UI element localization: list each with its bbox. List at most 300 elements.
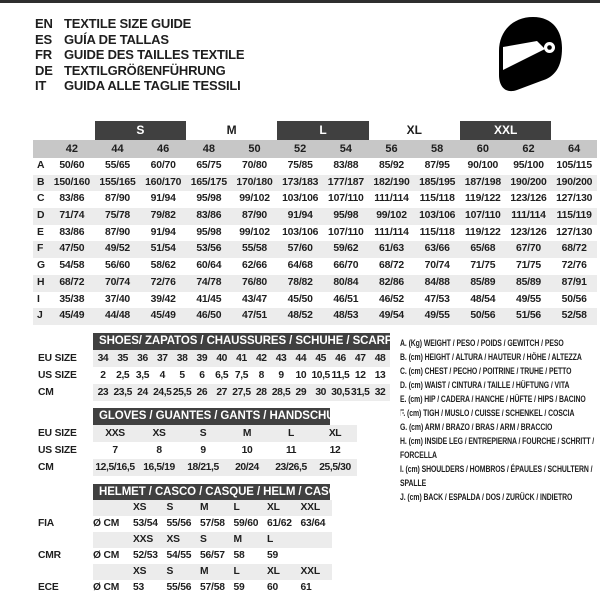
language-row	[35, 63, 244, 79]
gloves-row-values	[93, 425, 357, 442]
helmet-size-value: 54/55	[166, 550, 192, 561]
unit-spacer	[93, 564, 131, 580]
helmet-size-value: 55/56	[166, 582, 192, 593]
helmet-values	[93, 580, 332, 596]
size-cell: 6	[199, 370, 205, 381]
gloves-row	[38, 459, 357, 476]
unit-spacer	[93, 500, 131, 516]
row-label: B	[37, 176, 45, 188]
size-value-cell: 123/126	[510, 226, 547, 238]
helmet-values	[93, 516, 332, 532]
top-border-line	[0, 0, 600, 3]
row-label-spacer	[38, 564, 93, 580]
measure-row-h	[33, 275, 597, 292]
size-cell: 23/26,5	[275, 462, 307, 473]
size-value-cell: 55/58	[241, 243, 267, 255]
helmet-size-header	[299, 532, 333, 548]
helmet-size-value: 59/60	[233, 518, 259, 529]
size-cell: 46	[335, 353, 346, 364]
language-code: EN	[35, 16, 53, 31]
helmet-sizes	[93, 500, 332, 516]
size-cell: 12	[329, 445, 341, 456]
size-cell: 45	[315, 353, 326, 364]
size-value-cell: 103/106	[282, 226, 319, 238]
size-value-cell: 99/102	[239, 193, 270, 205]
size-value-cell: 173/183	[282, 176, 319, 188]
size-value-cell: 127/130	[556, 193, 593, 205]
helmet-size-header: L	[233, 502, 240, 513]
shoes-row-values	[93, 384, 390, 401]
size-value-cell: 75/78	[104, 210, 130, 222]
standard-label: CMR	[38, 550, 61, 561]
size-value-cell: 95/100	[513, 160, 544, 171]
size-group-row	[33, 121, 597, 140]
size-value-cell: 48/53	[333, 310, 359, 322]
helmet-size-header: XXL	[300, 502, 320, 513]
size-column-header: 60	[476, 143, 489, 155]
size-cell: 30,5	[331, 387, 350, 398]
language-row	[35, 47, 244, 63]
size-value-cell: 123/126	[510, 193, 547, 205]
size-value-cell: 39/42	[150, 293, 176, 305]
size-cell: 29	[295, 387, 307, 398]
row-label: EU SIZE	[38, 428, 77, 439]
language-code: IT	[35, 78, 47, 94]
size-value-cell: 107/110	[328, 193, 364, 205]
size-value-cell: 99/102	[376, 210, 407, 222]
helmet-size-header: S	[200, 534, 207, 545]
size-cell: 18/21,5	[187, 462, 219, 473]
size-cell: 31,5	[351, 387, 370, 398]
helmet-size-value: 60	[267, 582, 279, 593]
measure-row-j	[33, 308, 597, 325]
size-group-xxl: XXL	[460, 121, 551, 140]
helmet-title-bar: HELMET / CASCO / CASQUE / HELM / CASCO	[93, 484, 330, 500]
shoes-row	[38, 384, 390, 401]
size-cell: 3,5	[135, 370, 150, 381]
helmet-size-value: 53	[133, 582, 145, 593]
size-cell: 25,5	[172, 387, 192, 398]
helmet-size-value: 63/64	[300, 518, 326, 529]
size-value-cell: 99/102	[239, 226, 270, 238]
size-value-cell: 71/74	[59, 210, 85, 222]
size-value-cell: 91/94	[287, 210, 313, 222]
size-value-cell: 54/58	[59, 260, 85, 272]
gloves-row-values	[93, 459, 357, 476]
helmet-size-value: 58	[233, 550, 245, 561]
shoes-row	[38, 367, 390, 384]
size-cell: 23,5	[113, 387, 132, 398]
legend-item: F. (cm) TIGH / MUSLO / CUISSE / SCHENKEL / COSCIA	[400, 408, 575, 418]
measure-row-e	[33, 225, 597, 242]
helmet-size-header: XXS	[133, 534, 154, 545]
measure-row-f	[33, 241, 597, 258]
size-cell: 32	[374, 387, 386, 398]
size-cell: 39	[196, 353, 208, 364]
size-value-cell: 190/200	[556, 176, 593, 188]
helmet-size-header: S	[166, 502, 174, 513]
size-column-header: 58	[431, 143, 444, 155]
size-value-cell: 35/38	[59, 293, 85, 305]
size-value-cell: 49/54	[378, 310, 404, 322]
size-cell: 34	[97, 353, 109, 364]
size-column-header: 64	[568, 143, 581, 155]
row-label: A	[37, 160, 45, 171]
size-group-l: L	[277, 121, 368, 140]
helmet-values	[93, 548, 332, 564]
row-label: CM	[38, 462, 54, 473]
row-label: G	[37, 260, 45, 272]
size-cell: 8	[258, 370, 264, 381]
size-value-cell: 57/60	[287, 243, 313, 255]
language-code: FR	[35, 47, 52, 63]
size-column-header: 44	[111, 143, 124, 155]
legend-item: E. (cm) HIP / CADERA / HANCHE / HÜFTE / HIPS / BACINO	[400, 394, 586, 404]
size-cell: 2,5	[116, 370, 130, 381]
size-column-header: 46	[157, 143, 170, 155]
size-value-cell: 87/90	[104, 193, 130, 205]
legend-item: H. (cm) INSIDE LEG / ENTREPIERNA / FOURCHE / SCHRITT / FORCELLA	[400, 436, 595, 460]
size-value-cell: 87/91	[561, 276, 587, 288]
size-cell: 11,5	[331, 370, 350, 381]
helmet-values-row-ece	[38, 580, 332, 596]
size-value-cell: 105/115	[556, 160, 592, 171]
legend-item: D. (cm) WAIST / CINTURA / TAILLE / HÜFTUNG / VITA	[400, 380, 570, 390]
size-group-m: M	[226, 123, 237, 137]
size-cell: 9	[278, 370, 284, 381]
helmet-size-header: XL	[267, 566, 280, 577]
size-value-cell: 111/114	[374, 193, 409, 205]
size-value-cell: 63/66	[424, 243, 450, 255]
size-value-cell: 50/60	[59, 160, 85, 171]
size-cell: XL	[328, 428, 342, 439]
language-title: GUIDE DES TAILLES TEXTILE	[64, 47, 245, 63]
helmet-values-row-fia	[38, 516, 332, 532]
helmet-size-value: 59	[233, 582, 245, 593]
unit-cell: Ø CM	[93, 518, 120, 529]
size-value-cell: 50/56	[470, 310, 496, 322]
gloves-row	[38, 425, 357, 442]
size-value-cell: 68/72	[561, 243, 587, 255]
size-value-cell: 71/75	[470, 260, 496, 272]
size-value-cell: 107/110	[328, 226, 364, 238]
helmet-size-header: XL	[267, 502, 280, 513]
size-value-cell: 65/75	[196, 160, 222, 171]
gloves-size-table	[38, 408, 404, 476]
size-value-cell: 111/114	[511, 210, 546, 222]
size-value-cell: 59/62	[333, 243, 359, 255]
size-cell: 42	[255, 353, 267, 364]
measure-row-c	[33, 191, 597, 208]
size-cell: 41	[236, 353, 247, 364]
size-cell: 27,5	[232, 387, 251, 398]
row-label: C	[37, 193, 45, 205]
size-cell: XS	[152, 428, 166, 439]
size-value-cell: 85/92	[378, 160, 404, 171]
size-value-cell: 72/76	[150, 276, 176, 288]
size-value-cell: 72/76	[561, 260, 587, 272]
measure-row-b	[33, 175, 597, 192]
size-value-cell: 44/48	[104, 310, 130, 322]
unit-cell: Ø CM	[93, 550, 120, 561]
row-label-spacer	[38, 532, 93, 548]
size-value-cell: 87/90	[104, 226, 130, 238]
measurement-legend	[400, 336, 596, 504]
size-value-cell: 87/90	[241, 210, 267, 222]
size-value-cell: 70/74	[104, 276, 130, 288]
helmet-size-value	[299, 548, 333, 564]
size-value-cell: 91/94	[150, 193, 176, 205]
size-group-xl: XL	[406, 123, 422, 137]
racing-helmet-icon	[492, 14, 566, 102]
size-value-cell: 48/54	[470, 293, 496, 305]
size-value-cell: 41/45	[196, 293, 222, 305]
size-cell: 28	[255, 387, 267, 398]
measurement-rows	[33, 158, 597, 325]
size-cell: S	[199, 428, 207, 439]
size-cell: 16,5/19	[143, 462, 175, 473]
row-label: EU SIZE	[38, 353, 77, 364]
size-value-cell: 49/52	[104, 243, 130, 255]
size-value-cell: 47/50	[59, 243, 85, 255]
helmet-size-value: 61/62	[267, 518, 292, 529]
size-value-cell: 107/110	[465, 210, 501, 222]
size-cell: 2	[100, 370, 106, 381]
helmet-size-value: 61	[300, 582, 312, 593]
size-value-cell: 53/56	[196, 243, 222, 255]
row-label: H	[37, 276, 45, 288]
helmet-size-value: 53/54	[133, 518, 158, 529]
size-value-cell: 127/130	[556, 226, 593, 238]
size-value-cell: 177/187	[327, 176, 364, 188]
size-value-cell: 115/119	[556, 210, 592, 222]
size-cell: 12	[354, 370, 366, 381]
size-cell: 10,5	[311, 370, 330, 381]
size-cell: 11	[285, 445, 297, 456]
size-value-cell: 87/95	[424, 160, 450, 171]
size-column-header: 42	[65, 143, 78, 155]
gloves-title-bar: GLOVES / GUANTES / GANTS / HANDSCHUHE / GUANTI	[93, 408, 330, 425]
size-value-cell: 50/56	[561, 293, 587, 305]
measure-row-d	[33, 208, 597, 225]
size-cell: 40	[216, 353, 227, 364]
size-value-cell: 95/98	[196, 193, 222, 205]
unit-cell: Ø CM	[93, 582, 120, 593]
helmet-size-value: 57/58	[200, 582, 225, 593]
size-value-cell: 83/86	[59, 226, 85, 238]
size-value-cell: 66/70	[333, 260, 359, 272]
size-cell: 20/24	[235, 462, 259, 473]
size-value-cell: 170/180	[236, 176, 273, 188]
size-value-cell: 103/106	[282, 193, 319, 205]
size-value-cell: 68/72	[378, 260, 404, 272]
size-value-cell: 83/88	[333, 160, 359, 171]
size-value-cell: 60/64	[196, 260, 222, 272]
size-value-cell: 95/98	[196, 226, 222, 238]
row-label: D	[37, 210, 45, 222]
gloves-row-values	[93, 442, 357, 459]
size-value-cell: 46/52	[378, 293, 404, 305]
size-value-cell: 115/118	[419, 226, 455, 238]
size-value-cell: 46/50	[196, 310, 222, 322]
size-value-cell: 95/98	[333, 210, 359, 222]
size-column-header: 54	[339, 143, 352, 155]
size-cell: L	[288, 428, 294, 439]
size-column-header: 48	[202, 143, 215, 155]
helmet-size-value: 52/53	[133, 550, 158, 561]
helmet-size-header: M	[233, 534, 242, 545]
size-value-cell: 74/78	[196, 276, 222, 288]
size-value-cell: 83/86	[196, 210, 222, 222]
helmet-values-row-cmr	[38, 548, 332, 564]
size-cell: 9	[200, 445, 206, 456]
size-value-cell: 83/86	[59, 193, 85, 205]
measure-row-g	[33, 258, 597, 275]
size-number-spacer	[33, 140, 49, 158]
row-label: US SIZE	[38, 370, 77, 381]
size-value-cell: 67/70	[515, 243, 541, 255]
size-cell: 47	[354, 353, 366, 364]
legend-item: C. (cm) CHEST / PECHO / POITRINE / TRUHE / PETTO	[400, 366, 572, 376]
size-cell: 6,5	[215, 370, 229, 381]
size-column-header: 62	[522, 143, 535, 155]
legend-item: A. (Kg) WEIGHT / PESO / POIDS / GEWITCH / PESO	[400, 338, 564, 348]
helmet-size-header: L	[233, 566, 240, 577]
legend-item: B. (cm) HEIGHT / ALTURA / HAUTEUR / HÖHE / ALTEZZA	[400, 352, 582, 362]
size-cell: M	[242, 428, 252, 439]
language-title: TEXTILE SIZE GUIDE	[64, 16, 192, 31]
size-cell: 44	[295, 353, 307, 364]
helmet-size-header: XS	[133, 566, 147, 577]
size-value-cell: 56/60	[104, 260, 130, 272]
row-label: CM	[38, 387, 54, 398]
helmet-size-table	[38, 484, 346, 596]
language-title-list	[35, 16, 244, 94]
shoes-row	[38, 350, 390, 367]
size-value-cell: 76/80	[241, 276, 267, 288]
standard-label: ECE	[38, 582, 59, 593]
size-value-cell: 47/53	[424, 293, 450, 305]
size-number-row	[33, 140, 597, 158]
size-cell: 30	[315, 387, 326, 398]
size-value-cell: 182/190	[373, 176, 410, 188]
helmet-sizes-row-cmr	[38, 532, 332, 548]
size-value-cell: 119/122	[465, 193, 501, 205]
size-value-cell: 115/118	[419, 193, 455, 205]
unit-spacer	[93, 532, 131, 548]
row-label: US SIZE	[38, 445, 77, 456]
shoes-row-values	[93, 350, 390, 367]
size-value-cell: 52/58	[561, 310, 587, 322]
helmet-size-header: M	[200, 566, 209, 577]
size-column-header: 50	[248, 143, 261, 155]
language-code: DE	[35, 62, 53, 78]
size-cell: 7,5	[234, 370, 249, 381]
language-code: ES	[35, 31, 52, 47]
measure-row-a	[33, 158, 597, 175]
size-value-cell: 91/94	[150, 226, 176, 238]
size-value-cell: 185/195	[419, 176, 456, 188]
size-value-cell: 65/68	[470, 243, 496, 255]
size-value-cell: 45/49	[150, 310, 176, 322]
size-value-cell: 70/74	[424, 260, 450, 272]
size-cell: 10	[241, 445, 253, 456]
language-title: TEXTILGRÖßENFÜHRUNG	[64, 62, 226, 78]
size-value-cell: 160/170	[145, 176, 182, 188]
shoes-row-values	[93, 367, 390, 384]
size-cell: 7	[112, 445, 118, 456]
legend-item: J. (cm) BACK / ESPALDA / DOS / ZURÜCK / INDIETRO	[400, 492, 573, 502]
size-value-cell: 43/47	[241, 293, 267, 305]
size-cell: XXS	[105, 428, 125, 439]
size-value-cell: 190/200	[510, 176, 547, 188]
size-cell: 48	[374, 353, 386, 364]
gloves-rows	[38, 425, 357, 476]
size-value-cell: 62/66	[241, 260, 267, 272]
size-value-cell: 150/160	[53, 176, 90, 188]
size-cell: 4	[159, 370, 165, 381]
size-value-cell: 68/72	[59, 276, 85, 288]
size-value-cell: 46/51	[333, 293, 359, 305]
size-cell: 24	[137, 387, 148, 398]
row-label-spacer	[38, 500, 93, 516]
helmet-rows	[38, 500, 332, 596]
size-cell: 8	[156, 445, 162, 456]
size-cell: 10	[295, 370, 307, 381]
size-cell: 26	[196, 387, 208, 398]
size-cell: 5	[179, 370, 185, 381]
helmet-size-header: XS	[166, 534, 180, 545]
legend-item: G. (cm) ARM / BRAZO / BRAS / ARM / BRACCIO	[400, 422, 553, 432]
size-value-cell: 85/89	[470, 276, 496, 288]
size-cell: 36	[137, 353, 148, 364]
size-value-cell: 61/63	[378, 243, 404, 255]
size-value-cell: 90/100	[467, 160, 499, 171]
shoes-rows	[38, 350, 390, 401]
size-cell: 43	[275, 353, 287, 364]
gloves-row	[38, 442, 357, 459]
size-cell: 25,5/30	[319, 462, 351, 473]
language-title: GUÍA DE TALLAS	[64, 31, 169, 47]
helmet-sizes	[93, 532, 332, 548]
size-value-cell: 60/70	[150, 160, 176, 171]
size-cell: 38	[176, 353, 188, 364]
size-cell: 13	[374, 370, 386, 381]
size-value-cell: 48/52	[287, 310, 313, 322]
helmet-sizes	[93, 564, 332, 580]
size-value-cell: 187/198	[464, 176, 501, 188]
size-column-header: 52	[294, 143, 307, 155]
size-value-cell: 75/85	[287, 160, 313, 171]
size-value-cell: 103/106	[419, 210, 456, 222]
size-cell: 12,5/16,5	[95, 462, 135, 473]
size-column-header: 56	[385, 143, 398, 155]
size-cell: 27	[216, 387, 227, 398]
size-value-cell: 165/175	[190, 176, 227, 188]
size-value-cell: 78/82	[287, 276, 313, 288]
helmet-size-value: 55/56	[166, 518, 192, 529]
size-value-cell: 80/84	[333, 276, 359, 288]
size-value-cell: 111/114	[374, 226, 409, 238]
size-value-cell: 51/54	[150, 243, 176, 255]
language-row	[35, 32, 244, 48]
size-value-cell: 58/62	[150, 260, 176, 272]
textile-size-table	[33, 121, 597, 325]
size-value-cell: 45/49	[59, 310, 85, 322]
size-cell: 35	[117, 353, 129, 364]
size-value-cell: 37/40	[104, 293, 130, 305]
size-value-cell: 155/165	[99, 176, 136, 188]
